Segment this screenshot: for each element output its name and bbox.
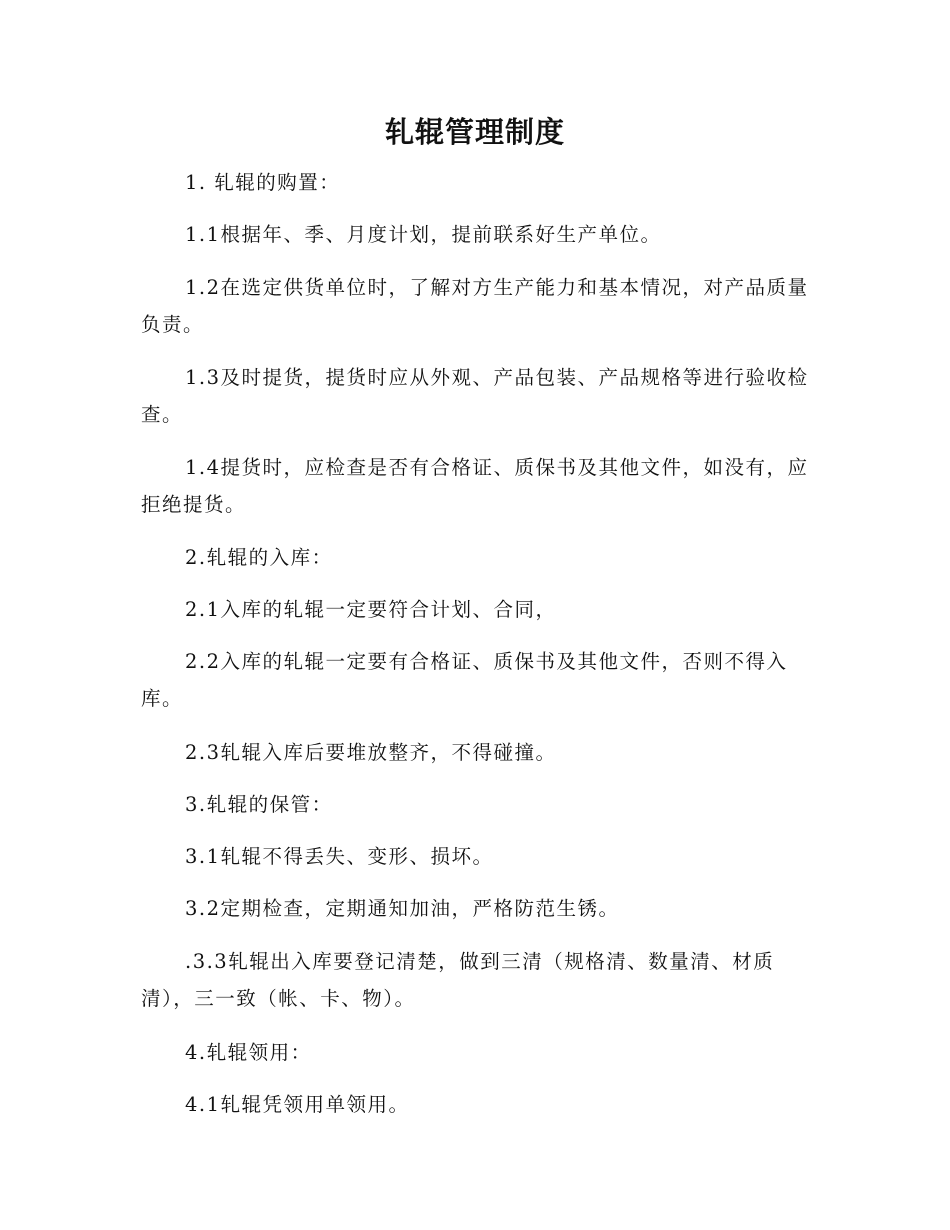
paragraph-2-3: 2.3轧辊入库后要堆放整齐，不得碰撞。 — [185, 741, 557, 764]
section-heading-purchase: 1. 轧辊的购置： — [185, 171, 341, 194]
paragraph-1-3: 1.3及时提货，提货时应从外观、产品包装、产品规格等进行验收检查。 — [141, 366, 809, 426]
paragraph-2-1: 2.1入库的轧辊一定要符合计划、合同， — [185, 598, 557, 621]
document-title: 轧辊管理制度 — [384, 115, 565, 149]
paragraph-4-1: 4.1轧辊凭领用单领用。 — [185, 1093, 410, 1116]
section-heading-custody: 3.轧辊的保管： — [185, 793, 333, 816]
paragraph-1-1: 1.1根据年、季、月度计划，提前联系好生产单位。 — [185, 223, 662, 246]
paragraph-3-1: 3.1轧辊不得丢失、变形、损坏。 — [185, 845, 494, 868]
section-heading-requisition: 4.轧辊领用： — [185, 1041, 312, 1064]
paragraph-1-2: 1.2在选定供货单位时，了解对方生产能力和基本情况，对产品质量负责。 — [141, 276, 809, 336]
paragraph-3-2: 3.2定期检查，定期通知加油，严格防范生锈。 — [185, 897, 620, 920]
paragraph-2-2: 2.2入库的轧辊一定要有合格证、质保书及其他文件，否则不得入库。 — [141, 650, 788, 710]
section-heading-storage-in: 2.轧辊的入库： — [185, 546, 333, 569]
paragraph-1-4: 1.4提货时，应检查是否有合格证、质保书及其他文件，如没有，应拒绝提货。 — [141, 456, 809, 516]
paragraph-3-3: .3.3轧辊出入库要登记清楚，做到三清（规格清、数量清、材质清），三一致（帐、卡、物）。 — [141, 950, 775, 1010]
